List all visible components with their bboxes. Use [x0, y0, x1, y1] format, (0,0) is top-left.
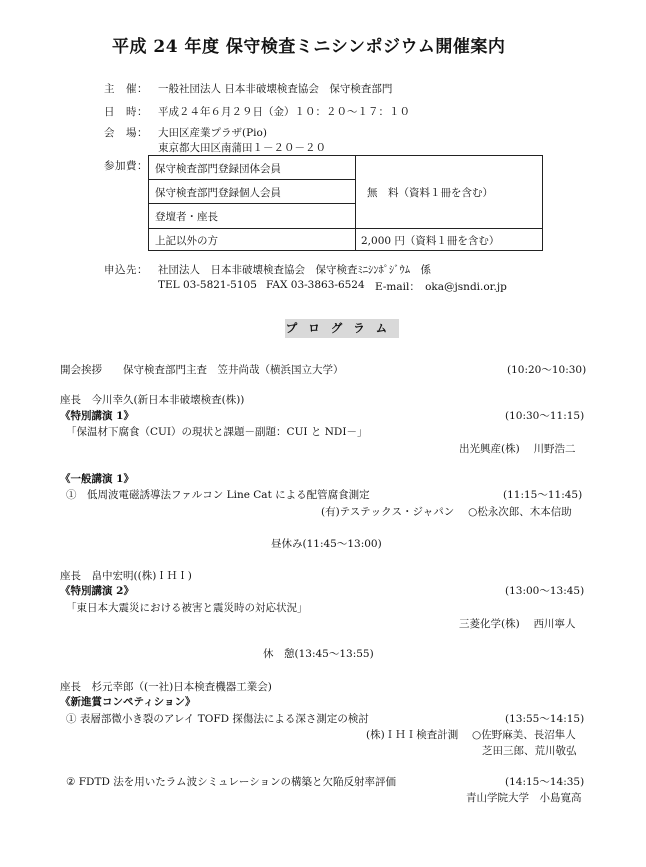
chair-1: 座長 今川幸久(新日本非破壊検査(株))	[60, 394, 245, 406]
datetime-value: 平成２４年６月２９日（金）１０：２０～１７：１０	[158, 106, 410, 118]
general-lecture-1-title: 《一般講演 1》	[60, 473, 134, 485]
special-lecture-2-time: (13:00～13:45)	[505, 585, 585, 597]
fee-category: 登壇者・座長	[155, 211, 218, 223]
fee-label: 参加費：	[104, 160, 148, 172]
fee-table-divider	[355, 156, 356, 250]
general-lecture-1-topic: ① 低周波電磁誘導法ファルコン Line Cat による配管腐食測定	[66, 489, 370, 501]
special-lecture-1-title: 《特別講演 1》	[60, 410, 134, 422]
special-lecture-1-topic: 「保温材下腐食（CUI）の現状と課題－副題：CUI と NDI－」	[66, 426, 368, 438]
fee-row-separator	[149, 228, 542, 229]
application-line1: 社団法人 日本非破壊検査協会 保守検査ﾐﾆｼﾝﾎﾟｼﾞｳﾑ 係	[158, 264, 431, 276]
newcomer-1-time: (13:55～14:15)	[505, 713, 585, 725]
application-tel: TEL 03-5821-5105	[158, 279, 257, 291]
special-lecture-2-title: 《特別講演 2》	[60, 585, 134, 597]
fee-category: 保守検査部門登録団体会員	[155, 163, 281, 175]
special-lecture-2-topic: 「東日本大震災における被害と震災時の対応状況」	[66, 602, 308, 614]
fee-table	[148, 155, 543, 251]
fee-free: 無 料（資料１冊を含む）	[367, 187, 493, 199]
datetime-label: 日 時：	[104, 106, 148, 118]
fee-category: 保守検査部門登録個人会員	[155, 187, 281, 199]
application-email: E-mail： oka@jsndi.or.jp	[375, 281, 507, 293]
opening-time: (10:20～10:30)	[507, 364, 587, 376]
program-heading: プログラム	[285, 319, 399, 338]
general-lecture-1-time: (11:15～11:45)	[503, 489, 583, 501]
venue-line2: 東京都大田区南蒲田１－２０－２０	[158, 142, 326, 154]
newcomer-2-time: (14:15～14:35)	[505, 776, 585, 788]
chair-2: 座長 畠中宏明((株)ＩＨＩ)	[60, 570, 192, 582]
special-lecture-2-speaker: 三菱化学(株) 西川寧人	[459, 618, 576, 630]
coffee-break: 休 憩(13:45～13:55)	[263, 648, 374, 660]
newcomer-2-speaker: 青山学院大学 小島寛高	[466, 792, 582, 804]
newcomer-1-topic: ① 表層部微小き裂のアレイ TOFD 探傷法による深さ測定の検討	[66, 713, 369, 725]
fee-paid: 2,000 円（資料１冊を含む）	[361, 235, 500, 247]
newcomer-competition-title: 《新進賞コンペティション》	[60, 696, 196, 708]
general-lecture-1-speaker: (有)テステックス・ジャパン ○松永次郎、木本信助	[321, 506, 572, 518]
page-title: 平成 24 年度 保守検査ミニシンポジウム開催案内	[112, 37, 506, 57]
chair-3: 座長 杉元幸郎（(一社)日本検査機器工業会)	[60, 681, 272, 693]
fee-category: 上記以外の方	[155, 235, 218, 247]
special-lecture-1-speaker: 出光興産(株) 川野浩二	[459, 443, 576, 455]
lunch-break: 昼休み(11:45～13:00)	[271, 538, 382, 550]
newcomer-2-topic: ② FDTD 法を用いたラム波シミュレーションの構築と欠陥反射率評価	[66, 776, 396, 788]
venue-label: 会 場：	[104, 127, 148, 139]
application-label: 申込先：	[104, 264, 148, 276]
opening-remarks: 開会挨拶 保守検査部門主査 笠井尚哉（横浜国立大学）	[60, 364, 344, 376]
venue-line1: 大田区産業プラザ(Pio)	[158, 127, 267, 139]
special-lecture-1-time: (10:30～11:15)	[505, 410, 585, 422]
organizer-value: 一般社団法人 日本非破壊検査協会 保守検査部門	[158, 83, 393, 95]
newcomer-1-speaker: (株)ＩＨＩ検査計測 ○佐野麻美、長沼隼人	[366, 729, 576, 741]
organizer-label: 主 催：	[104, 83, 148, 95]
newcomer-1-coauthors: 芝田三郎、荒川敬弘	[482, 745, 577, 757]
application-fax: FAX 03-3863-6524	[266, 279, 365, 291]
